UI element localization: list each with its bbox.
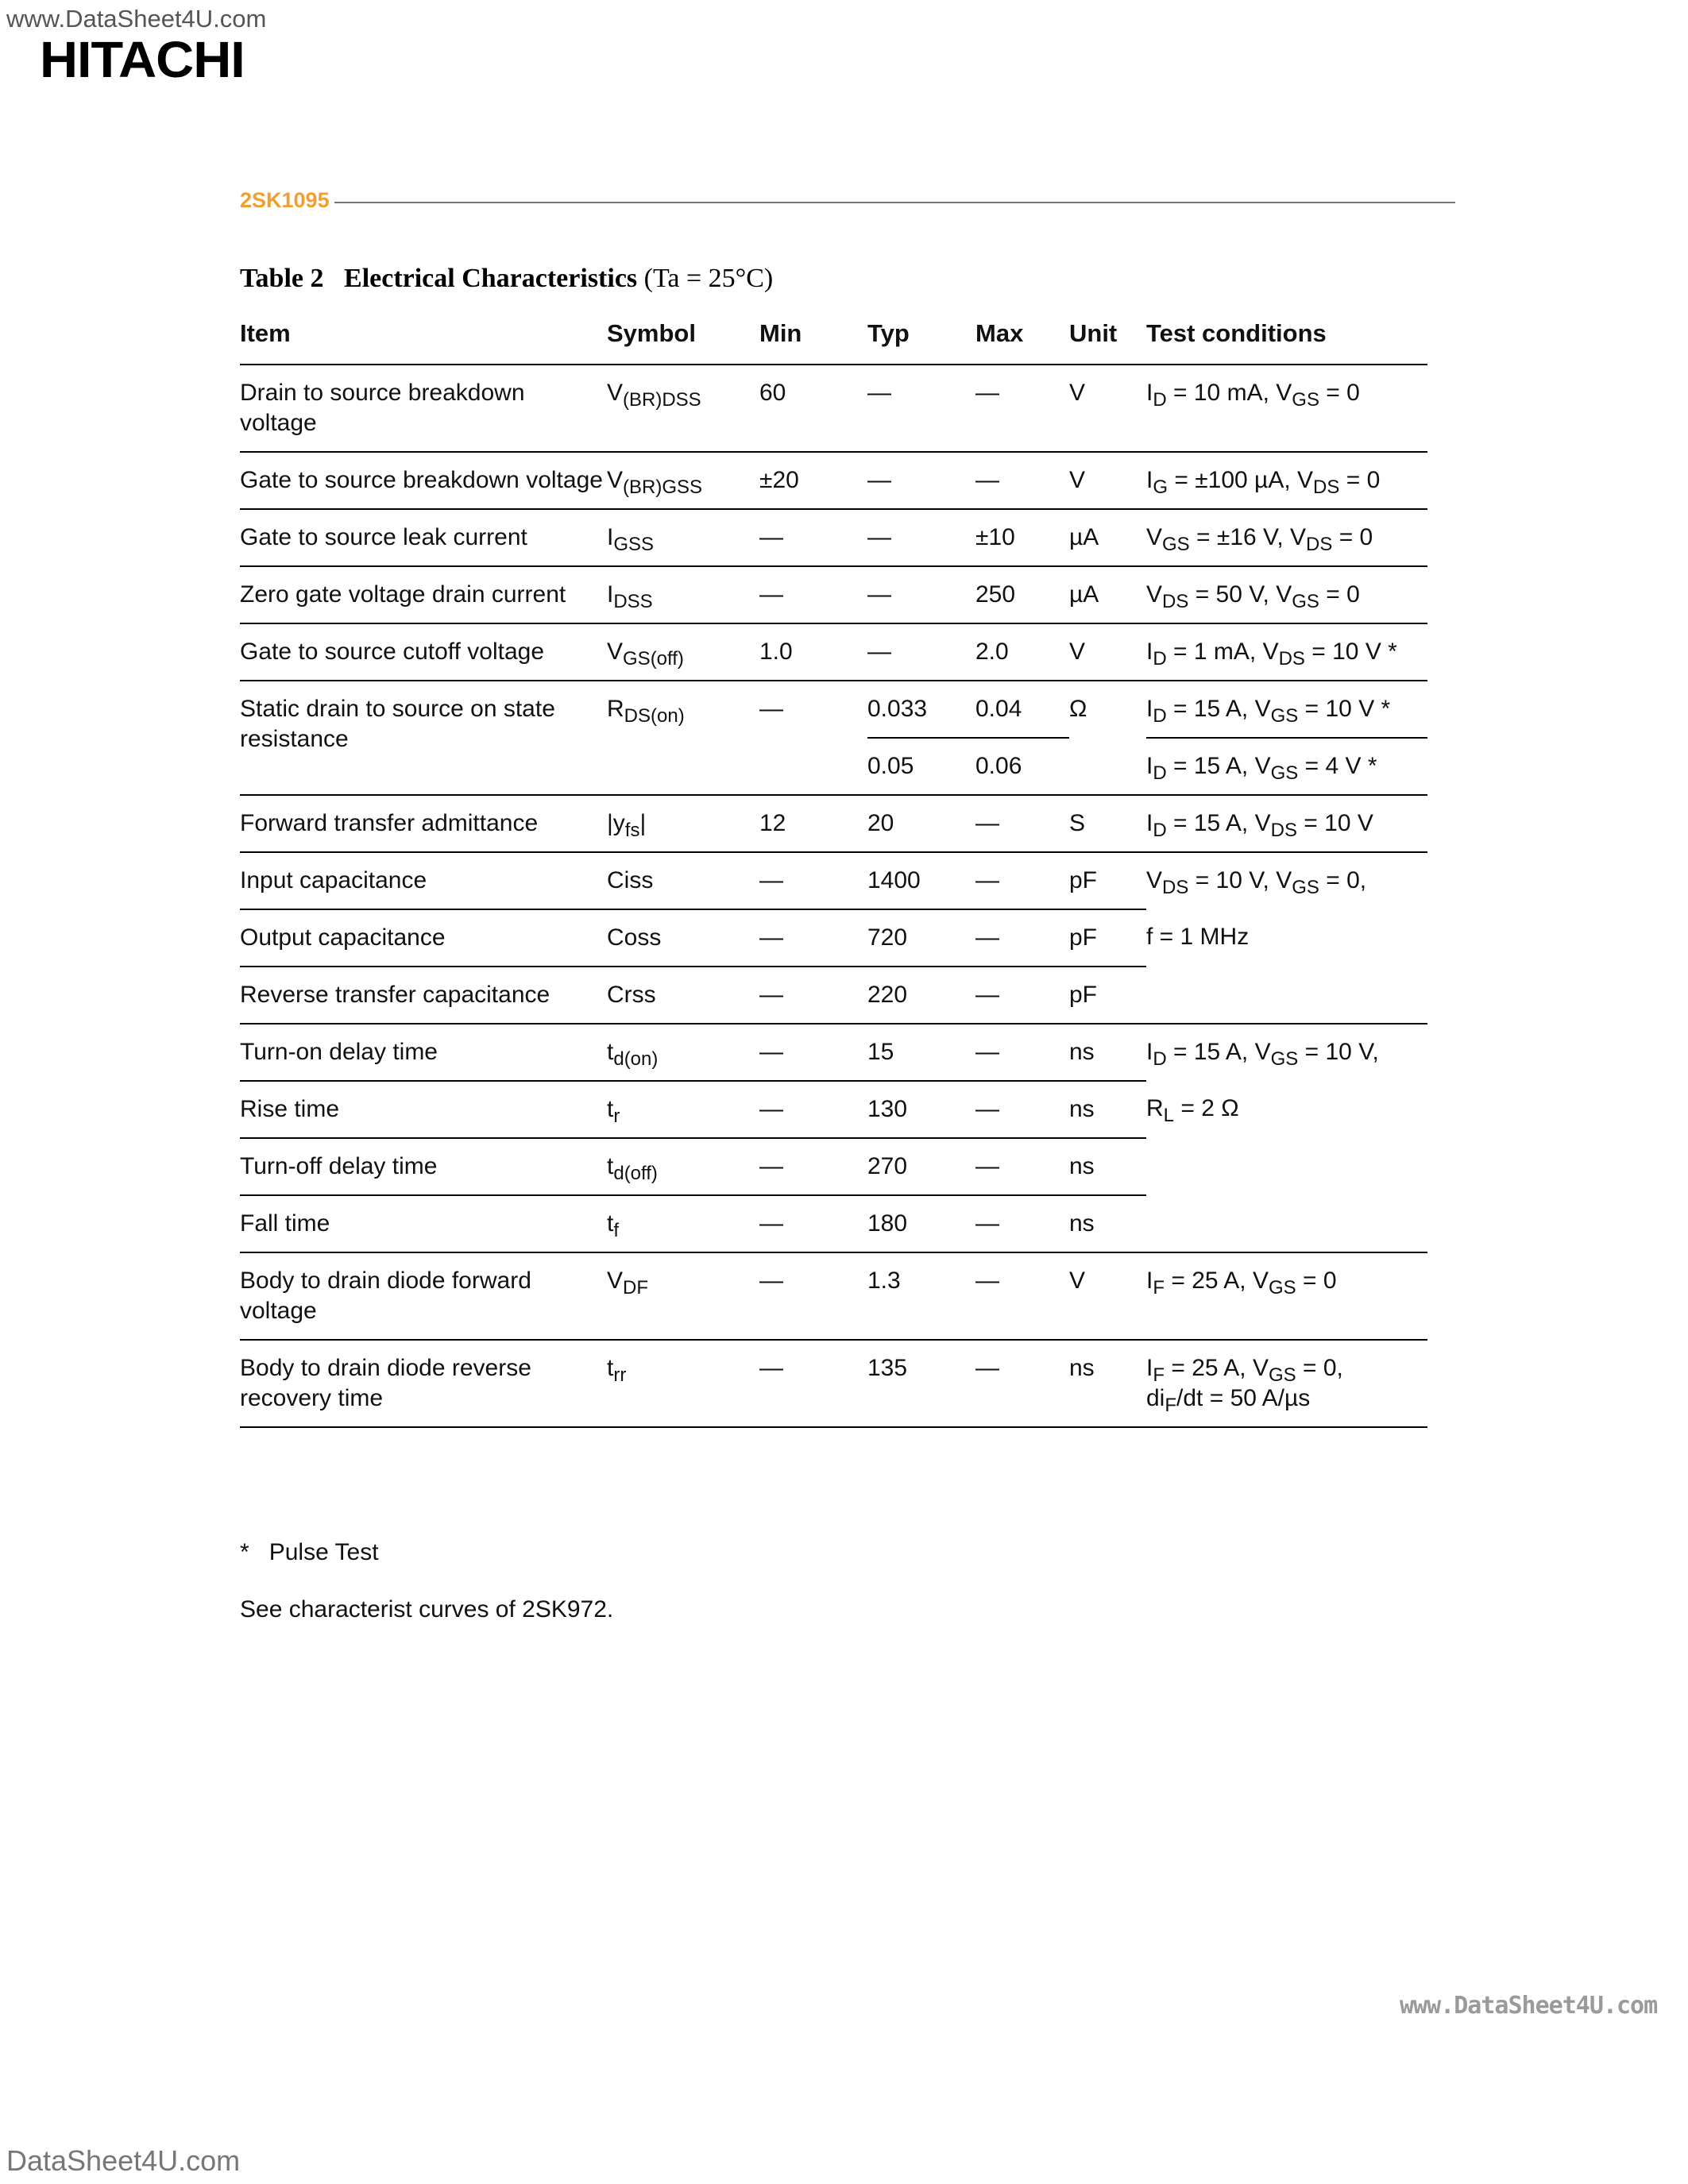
cell-item: Rise time [240,1081,607,1138]
cell-unit: µA [1069,509,1146,566]
table-row [240,452,1427,509]
header-item: Item [240,311,607,365]
cell-max: 2.0 [975,623,1069,681]
cell-max: — [975,365,1069,452]
electrical-characteristics-table [240,311,1427,1428]
cell-typ: 0.033 [867,681,975,738]
cell-symbol: $V_{(BR)GSS}$ [607,452,759,509]
cell-item: Static drain to source on state resistance [240,681,607,795]
header-max: Max [975,311,1069,365]
table-row [240,967,1427,1024]
cell-typ: 720 [867,909,975,967]
table-row [240,623,1427,681]
cell-min: ±20 [759,452,867,509]
cell-symbol: $t_r$ [607,1081,759,1138]
table-condition: (Ta = 25°C) [643,264,774,293]
cell-cond [1146,1138,1427,1195]
cell-symbol: $R_{DS(on)}$ [607,681,759,795]
cell-max: — [975,452,1069,509]
cell-typ: 270 [867,1138,975,1195]
cell-symbol: Ciss [607,852,759,909]
cell-item: Body to drain diode reverse recovery time [240,1340,607,1427]
table-name: Electrical Characteristics [344,264,638,293]
cell-max: — [975,967,1069,1024]
cell-symbol: $t_{d(off)}$ [607,1138,759,1195]
cell-max: 250 [975,566,1069,623]
cell-symbol: $t_f$ [607,1195,759,1252]
table-row [240,1195,1427,1252]
cell-item: Drain to source breakdown voltage [240,365,607,452]
table-row [240,795,1427,852]
cell-max: — [975,852,1069,909]
cell-typ: 135 [867,1340,975,1427]
cell-typ: — [867,509,975,566]
header-rule [334,202,1455,203]
cell-max: — [975,1340,1069,1427]
cell-symbol: $I_{GSS}$ [607,509,759,566]
header-test-conditions: Test conditions [1146,311,1427,365]
cell-cond: $I_D = 15$ A, $V_{GS} = 4$ V * [1146,738,1427,795]
cell-min: — [759,1252,867,1340]
cell-item: Zero gate voltage drain current [240,566,607,623]
cell-cond: $I_D = 10$ mA, $V_{GS} = 0$ [1146,365,1427,452]
cell-typ: 20 [867,795,975,852]
cell-unit: ns [1069,1024,1146,1081]
cell-item: Forward transfer admittance [240,795,607,852]
cell-typ: 130 [867,1081,975,1138]
table-number: Table 2 [240,264,324,293]
cell-cond [1146,967,1427,1024]
header-symbol: Symbol [607,311,759,365]
cell-symbol: $V_{GS(off)}$ [607,623,759,681]
footnote [240,1539,379,1566]
watermark-top: www.DataSheet4U.com [6,5,267,33]
cell-unit: µA [1069,566,1146,623]
cell-item: Gate to source leak current [240,509,607,566]
cell-cond: $I_G = \pm 100$ µA, $V_{DS} = 0$ [1146,452,1427,509]
cell-symbol: $V_{(BR)DSS}$ [607,365,759,452]
footnote-mark: * [240,1539,249,1565]
cell-max: — [975,1024,1069,1081]
cell-symbol: $t_{d(on)}$ [607,1024,759,1081]
table-row [240,1138,1427,1195]
part-number: 2SK1095 [240,187,330,212]
cell-min: — [759,1195,867,1252]
table-row [240,681,1427,738]
table-row [240,852,1427,909]
cell-item: Gate to source cutoff voltage [240,623,607,681]
cell-unit: V [1069,452,1146,509]
cell-item: Reverse transfer capacitance [240,967,607,1024]
cell-unit: ns [1069,1138,1146,1195]
cell-max: — [975,1252,1069,1340]
cell-cond: $I_F = 25$ A, $V_{GS} = 0$ [1146,1252,1427,1340]
table-row [240,909,1427,967]
cell-cond: $I_F = 25$ A, $V_{GS} = 0$, $di_F/dt = 50$ A/µs [1146,1340,1427,1427]
see-note: See characterist curves of 2SK972. [240,1596,614,1623]
part-header [240,184,1455,216]
table-title [240,264,773,294]
cell-unit: S [1069,795,1146,852]
cell-min: 12 [759,795,867,852]
cell-item: Output capacitance [240,909,607,967]
cell-unit: V [1069,623,1146,681]
cell-item: Gate to source breakdown voltage [240,452,607,509]
cell-symbol: $t_{rr}$ [607,1340,759,1427]
cell-unit: ns [1069,1195,1146,1252]
cell-item: Fall time [240,1195,607,1252]
cell-cond: $I_D = 1$ mA, $V_{DS} = 10$ V * [1146,623,1427,681]
footnote-text: Pulse Test [268,1539,379,1565]
table-row [240,1024,1427,1081]
cell-unit: Ω [1069,681,1146,795]
table-row [240,365,1427,452]
cell-item: Turn-on delay time [240,1024,607,1081]
cell-min: — [759,1340,867,1427]
cell-symbol: $|y_{fs}|$ [607,795,759,852]
cell-min: — [759,1081,867,1138]
header-min: Min [759,311,867,365]
cell-min: — [759,1138,867,1195]
brand-logo: HITACHI [40,31,245,88]
cell-max: — [975,909,1069,967]
cell-typ: — [867,365,975,452]
cell-min: — [759,909,867,967]
cell-min: — [759,967,867,1024]
cell-cond: $I_D = 15$ A, $V_{DS} = 10$ V [1146,795,1427,852]
cell-typ: 1400 [867,852,975,909]
cell-typ: 0.05 [867,738,975,795]
cell-min: — [759,566,867,623]
cell-unit: ns [1069,1081,1146,1138]
table-header-row [240,311,1427,365]
cell-min: — [759,681,867,795]
cell-cond: $R_L = 2$ Ω [1146,1095,1239,1126]
table-row [240,509,1427,566]
cell-item: Input capacitance [240,852,607,909]
cell-max: — [975,795,1069,852]
cell-typ: 220 [867,967,975,1024]
cell-max: 0.06 [975,738,1069,795]
table-row [240,566,1427,623]
cell-unit: ns [1069,1340,1146,1427]
cell-typ: 180 [867,1195,975,1252]
table-row [240,1081,1427,1138]
cell-cond: $V_{GS} = \pm 16$ V, $V_{DS} = 0$ [1146,509,1427,566]
cell-symbol: Crss [607,967,759,1024]
watermark-right: www.DataSheet4U.com [1400,1992,1658,2020]
cell-unit: V [1069,365,1146,452]
cell-typ: — [867,452,975,509]
cell-typ: — [867,566,975,623]
cell-max: — [975,1195,1069,1252]
cell-typ: — [867,623,975,681]
cell-symbol: $V_{DF}$ [607,1252,759,1340]
table-row [240,1252,1427,1340]
header-unit: Unit [1069,311,1146,365]
cell-max: — [975,1138,1069,1195]
cell-cond [1146,1195,1427,1252]
watermark-bottom: DataSheet4U.com [6,2144,241,2177]
cell-cond: $I_D = 15$ A, $V_{GS} = 10$ V, [1146,1039,1379,1070]
cell-unit: pF [1069,852,1146,909]
cell-max: ±10 [975,509,1069,566]
cell-min: 1.0 [759,623,867,681]
cell-cond-line2: $di_F/dt = 50$ A/µs [1146,1385,1311,1416]
cell-min: — [759,1024,867,1081]
cell-cond: f = 1 MHz [1146,924,1250,950]
cell-cond: $V_{DS} = 50$ V, $V_{GS} = 0$ [1146,566,1427,623]
cell-cond: $I_D = 15$ A, $V_{GS} = 10$ V * [1146,681,1427,738]
cell-unit: pF [1069,909,1146,967]
cell-item: Body to drain diode forward voltage [240,1252,607,1340]
cell-symbol: $I_{DSS}$ [607,566,759,623]
header-typ: Typ [867,311,975,365]
cell-min: — [759,852,867,909]
cell-max: — [975,1081,1069,1138]
cell-unit: V [1069,1252,1146,1340]
cell-typ: 1.3 [867,1252,975,1340]
cell-item: Turn-off delay time [240,1138,607,1195]
cell-max: 0.04 [975,681,1069,738]
cell-symbol: Coss [607,909,759,967]
cell-unit: pF [1069,967,1146,1024]
table-row [240,1340,1427,1427]
cell-min: — [759,509,867,566]
cell-cond: $V_{DS} = 10$ V, $V_{GS} = 0$, [1146,867,1367,898]
cell-min: 60 [759,365,867,452]
cell-typ: 15 [867,1024,975,1081]
